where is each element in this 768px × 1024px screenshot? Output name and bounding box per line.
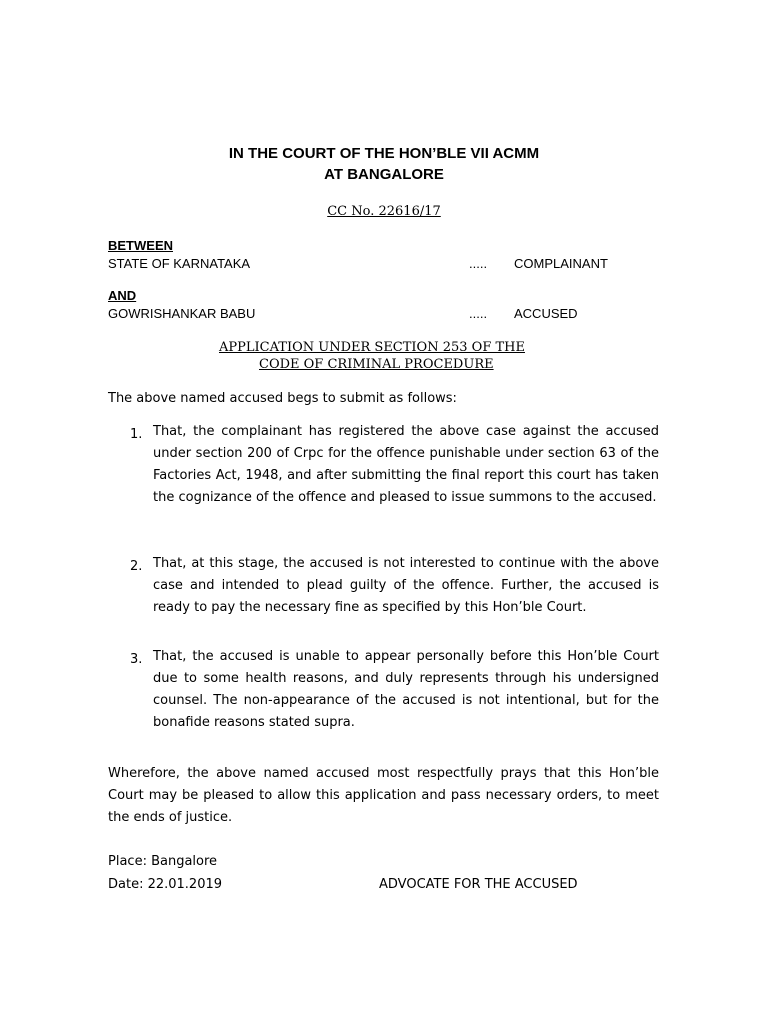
place-line: Place: Bangalore — [108, 854, 218, 869]
application-title-line2: CODE OF CRIMINAL PROCEDURE — [259, 357, 494, 372]
between-label: BETWEEN — [108, 238, 173, 253]
advocate-signature: ADVOCATE FOR THE ACCUSED — [379, 877, 578, 892]
accused-dots: ..... — [469, 306, 488, 321]
point-number: 2. — [130, 559, 143, 574]
date-line: Date: 22.01.2019 — [108, 877, 223, 892]
court-heading: IN THE COURT OF THE HON’BLE VII ACMM — [228, 145, 540, 162]
intro-text: The above named accused begs to submit as follows: — [108, 391, 457, 406]
accused-role: ACCUSED — [514, 306, 578, 321]
application-title-line1: APPLICATION UNDER SECTION 253 OF THE — [219, 340, 525, 355]
point-number: 3. — [130, 652, 143, 667]
accused-name: GOWRISHANKAR BABU — [108, 306, 256, 321]
and-label: AND — [108, 288, 137, 303]
case-number: CC No. 22616/17 — [327, 204, 441, 219]
complainant-role: COMPLAINANT — [514, 256, 608, 271]
point-text: That, the complainant has registered the above case against the accused under section 200 of Crpc for the offence punishable under section 63 of the Factories Act, 1948, and after submitting the final report this court has taken the cognizance of the offence and pleased to issue summons to the accused. — [153, 424, 659, 505]
point-text: That, at this stage, the accused is not interested to continue with the above case and intended to plead guilty of the offence. Further, the accused is ready to pay the necessary fine as specified by this Hon’ble Court. — [153, 556, 659, 615]
court-location: AT BANGALORE — [324, 166, 444, 183]
complainant-name: STATE OF KARNATAKA — [108, 256, 251, 271]
point-number: 1. — [130, 427, 143, 442]
point-text: That, the accused is unable to appear personally before this Hon’ble Court due to some health reasons, and duly represents through his undersigned counsel. The non-appearance of the accused is not intentional, but for the bonafide reasons stated supra. — [153, 649, 659, 730]
complainant-dots: ..... — [469, 256, 488, 271]
prayer-text: Wherefore, the above named accused most respectfully prays that this Hon’ble Court may be pleased to allow this application and pass necessary orders, to meet the ends of justice. — [108, 766, 659, 825]
